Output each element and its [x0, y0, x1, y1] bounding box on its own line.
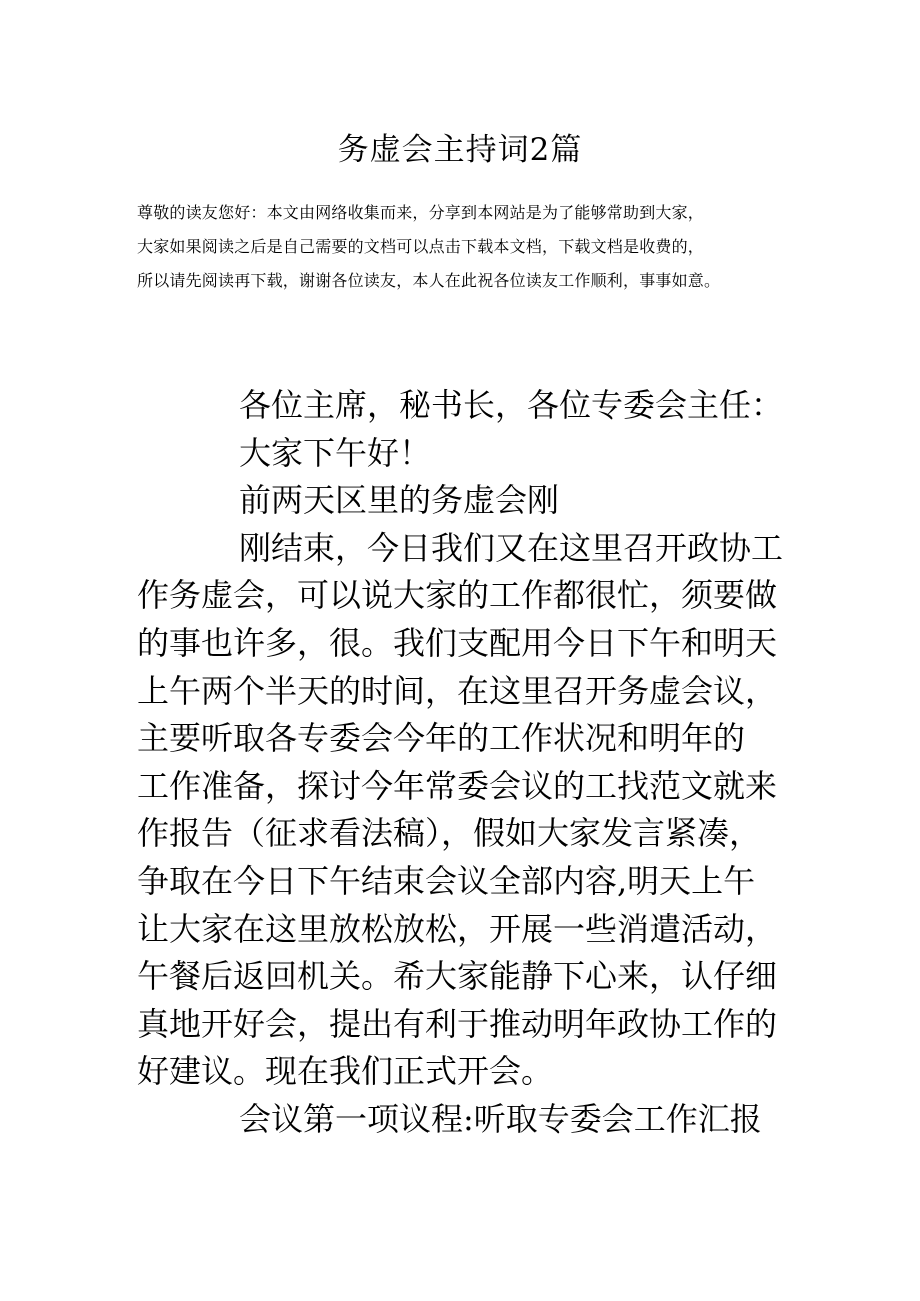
- paragraph-line: 工作准备，探讨今年常委会议的工找范文就来: [137, 766, 778, 805]
- paragraph-line: 前两天区里的务虚会刚: [239, 481, 560, 520]
- paragraph-line: 午餐后返回机关。希大家能静下心来，认仔细: [137, 957, 778, 996]
- notice-line: 尊敬的读友您好：本文由网络收集而来，分享到本网站是为了能够常助到大家，: [137, 203, 705, 222]
- paragraph-line: 的事也许多，很。我们支配用今日下午和明天: [137, 623, 778, 662]
- paragraph-line: 争取在今日下午结束会议全部内容,明天上午: [137, 861, 756, 900]
- notice-line: 所以请先阅读再下载，谢谢各位读友，本人在此祝各位读友工作顺利，事事如意。: [137, 271, 721, 290]
- paragraph-line: 让大家在这里放松放松，开展一些消遣活动，: [137, 909, 778, 948]
- paragraph-line: 作务虚会，可以说大家的工作都很忙，须要做: [137, 576, 778, 615]
- document-title: 务虚会主持词2篇: [337, 132, 583, 168]
- greeting-line: 大家下午好！: [239, 433, 432, 472]
- paragraph-line: 作报告（征求看法稿），假如大家发言紧凑，: [137, 814, 762, 853]
- agenda-item-line: 会议第一项议程:听取专委会工作汇报: [239, 1099, 762, 1138]
- salutation-line: 各位主席，秘书长，各位专委会主任：: [239, 386, 784, 424]
- paragraph-line: 好建议。现在我们正式开会。: [137, 1052, 554, 1091]
- speech-body: [137, 382, 787, 1144]
- paragraph-line: 真地开好会，提出有利于推动明年政协工作的: [137, 1004, 778, 1043]
- reader-notice: [137, 196, 787, 298]
- notice-line: 大家如果阅读之后是自己需要的文档可以点击下载本文档，下载文档是收费的，: [137, 237, 705, 256]
- paragraph-line: 主要听取各专委会今年的工作状况和明年的: [137, 719, 746, 758]
- paragraph-line: 刚结束，今日我们又在这里召开政协工: [239, 528, 784, 567]
- paragraph-line: 上午两个半天的时间，在这里召开务虚会议，: [137, 671, 778, 710]
